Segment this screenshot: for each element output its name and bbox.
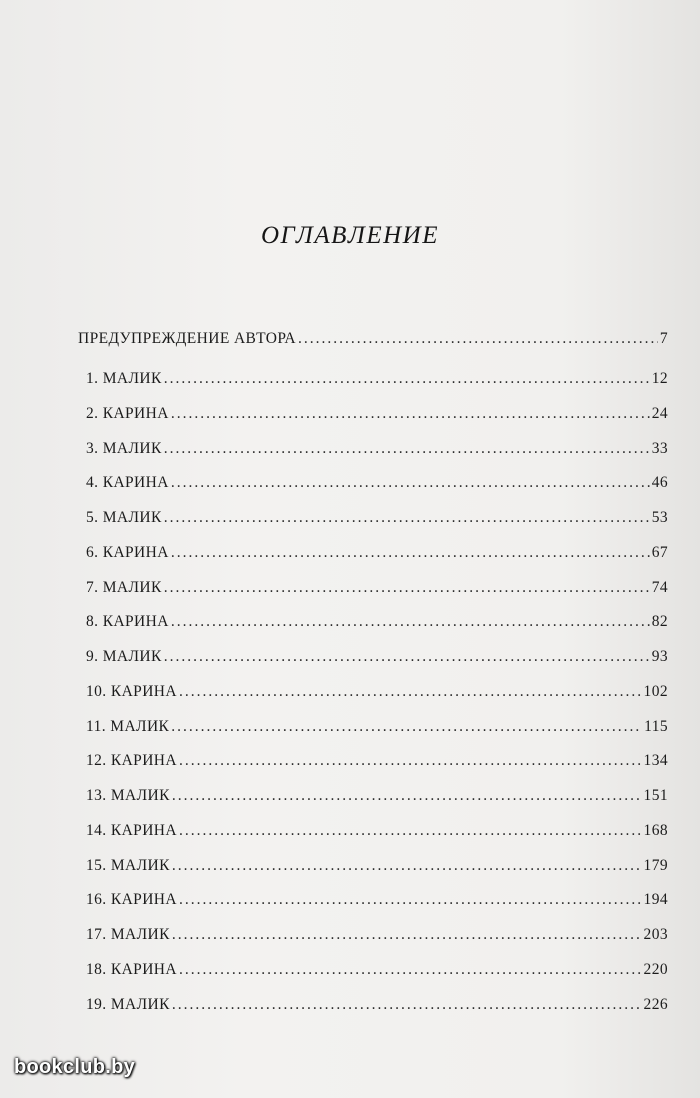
toc-entry [78,370,668,405]
toc-entry [78,544,668,579]
dot-leader [171,718,642,736]
toc-entry [78,330,668,370]
toc-entry-page: 194 [643,891,668,909]
dot-leader [164,509,650,527]
dot-leader [171,613,650,631]
toc-entry-page: 134 [643,752,668,770]
toc-entry-page: 203 [643,926,668,943]
dot-leader [164,370,650,388]
toc-entry-label: ПРЕДУПРЕЖДЕНИЕ АВТОРА [78,330,296,347]
toc-entry-label: 19. МАЛИК [86,995,170,1013]
toc-entry-label: 3. МАЛИК [86,439,162,457]
toc-entry-label: 17. МАЛИК [86,926,170,943]
toc-entry-page: 115 [644,717,668,735]
toc-entry [78,474,668,509]
dot-leader [171,474,650,492]
toc-entry-label: 14. КАРИНА [86,821,177,839]
toc-entry-page: 102 [643,682,668,700]
page-title: ОГЛАВЛЕНИЕ [260,222,439,249]
dot-leader [179,683,642,701]
toc-entry [78,752,668,787]
toc-entry-label: 5. МАЛИК [86,509,162,526]
dot-leader [164,579,650,597]
toc-entry-label: 18. КАРИНА [86,960,177,978]
toc-entry [78,961,668,996]
dot-leader [164,440,650,458]
toc-entry-label: 2. КАРИНА [86,404,169,422]
toc-entry-page: 67 [651,543,668,561]
toc-entry [78,648,668,683]
dot-leader [179,891,642,909]
toc-entry [78,857,668,892]
table-of-contents [78,330,668,1030]
toc-entry-label: 9. МАЛИК [86,648,162,665]
toc-entry-page: 12 [651,370,668,387]
toc-entry-label: 6. КАРИНА [86,543,169,561]
toc-entry-page: 168 [643,821,668,839]
toc-entry [78,822,668,857]
toc-entry-label: 4. КАРИНА [86,474,169,492]
dot-leader [172,857,642,875]
dot-leader [179,752,642,770]
toc-entry-label: 15. МАЛИК [86,856,170,874]
bleed-through-text [80,70,680,93]
toc-entry-page: 24 [651,404,668,422]
dot-leader [172,926,642,944]
dot-leader [179,822,642,840]
dot-leader [171,405,650,423]
toc-entry [78,926,668,961]
toc-entry-label: 11. МАЛИК [86,717,170,735]
toc-entry-page: 33 [651,439,668,457]
toc-entry-label: 16. КАРИНА [86,891,177,909]
toc-entry [78,440,668,475]
toc-entry-label: 12. КАРИНА [86,752,177,770]
toc-entry [78,996,668,1031]
toc-entry-page: 74 [651,578,668,596]
toc-entry [78,891,668,926]
toc-entry-page: 82 [651,613,668,631]
dot-leader [298,330,658,348]
toc-entry-page: 46 [651,474,668,492]
toc-entry [78,683,668,718]
toc-entry-page: 226 [643,995,668,1013]
toc-entry-label: 10. КАРИНА [86,682,177,700]
dot-leader [164,648,650,666]
toc-entry-page: 179 [643,856,668,874]
toc-entry [78,405,668,440]
toc-entry [78,613,668,648]
toc-entry [78,579,668,614]
toc-entry-page: 53 [651,509,668,526]
toc-entry-page: 7 [659,330,668,347]
toc-entry [78,509,668,544]
toc-entry [78,718,668,753]
dot-leader [172,787,642,805]
dot-leader [171,544,650,562]
toc-entry-label: 1. МАЛИК [86,370,162,387]
dot-leader [172,996,642,1014]
toc-entry-label: 7. МАЛИК [86,578,162,596]
toc-entry-page: 220 [643,960,668,978]
toc-entry-page: 151 [643,787,668,804]
dot-leader [179,961,642,979]
toc-entry [78,787,668,822]
toc-entry-page: 93 [651,648,668,665]
toc-entry-label: 13. МАЛИК [86,787,170,804]
watermark: bookclub.by [14,1056,136,1078]
toc-entry-label: 8. КАРИНА [86,613,169,631]
